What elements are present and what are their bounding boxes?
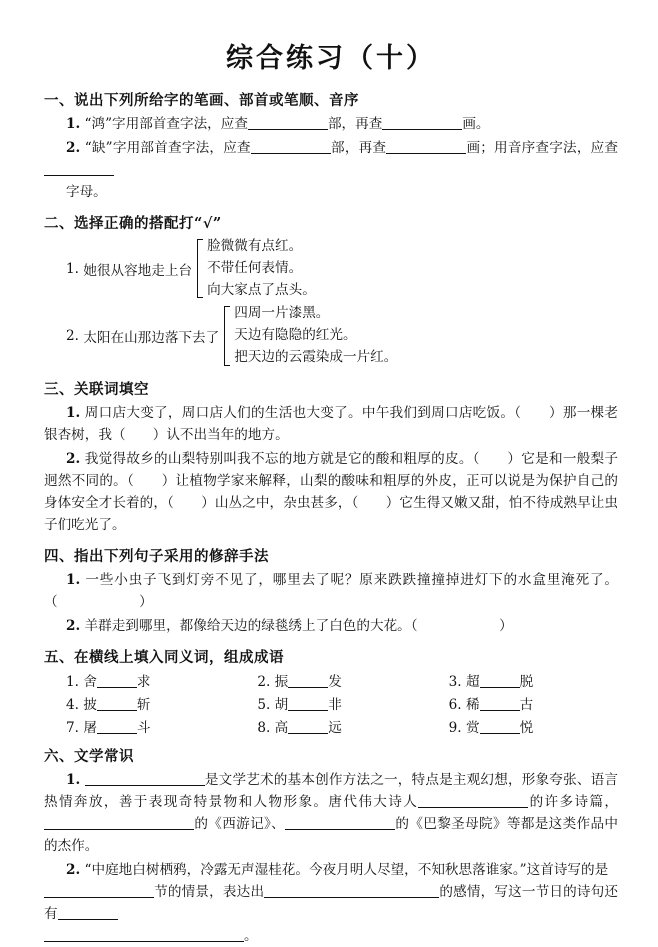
answer-blank[interactable] xyxy=(418,794,528,808)
idiom-char-b: 求 xyxy=(136,673,151,690)
idiom-item xyxy=(235,693,426,713)
question-number: 7. xyxy=(66,719,79,736)
question-number: 2. xyxy=(66,450,81,467)
question-number: 4. xyxy=(66,696,79,713)
question-4-1 xyxy=(44,569,618,613)
idiom-char-b: 发 xyxy=(328,673,342,690)
question-text: 画；用音序查字法，应查 xyxy=(466,140,619,157)
question-number: 1. xyxy=(66,571,81,588)
question-text: 部，再查 xyxy=(327,116,383,132)
idiom-char-a: 披 xyxy=(83,696,97,713)
match-group-1 xyxy=(44,236,618,301)
answer-blank[interactable] xyxy=(382,116,462,130)
idiom-char-a: 屠 xyxy=(83,719,97,736)
idiom-char-b: 远 xyxy=(328,719,342,736)
answer-blank[interactable] xyxy=(58,906,118,920)
idiom-item xyxy=(427,716,618,736)
match-options-2 xyxy=(230,303,397,368)
question-number: 1. xyxy=(66,771,81,788)
idiom-item xyxy=(427,693,618,713)
section-heading-3: 三、关联词填空 xyxy=(44,380,149,398)
idiom-char-b: 悦 xyxy=(519,719,534,736)
idiom-char-a: 稀 xyxy=(465,696,480,713)
question-number: 8. xyxy=(257,719,271,736)
question-6-2 xyxy=(44,859,618,947)
question-text: 的《巴黎圣母院》等都是这类作品中的杰作。 xyxy=(44,815,619,854)
match-lead-text: 太阳在山那边落下去了 xyxy=(83,329,220,346)
answer-blank[interactable] xyxy=(288,697,328,711)
question-number: 2. xyxy=(66,140,81,157)
idiom-char-a: 舍 xyxy=(83,673,97,690)
answer-blank[interactable] xyxy=(97,674,137,688)
idiom-item xyxy=(427,670,618,690)
section-heading-1: 一、说出下列所给字的笔画、部首或笔顺、音序 xyxy=(44,92,359,109)
idiom-item xyxy=(235,670,426,690)
match-option[interactable]: 向大家点了点头。 xyxy=(207,281,316,298)
question-number: 1. xyxy=(66,404,81,421)
question-text: “缺”字用部首查字法，应查 xyxy=(84,140,251,157)
question-number: 6. xyxy=(448,696,462,713)
idiom-char-a: 胡 xyxy=(274,696,289,713)
question-text: 部，再查 xyxy=(330,140,387,157)
answer-blank[interactable] xyxy=(264,884,439,898)
question-number: 2. xyxy=(257,673,271,690)
idiom-grid xyxy=(44,670,618,736)
question-number: 5. xyxy=(257,696,271,713)
idiom-char-a: 超 xyxy=(465,673,480,690)
question-text: 周口店大变了，周口店人们的生活也大变了。中午我们到周口店吃饭。（ ）那一棵老银杏树，我（ ）认不出当年的地方。 xyxy=(44,404,619,443)
brace-bracket xyxy=(220,303,230,368)
idiom-char-b: 非 xyxy=(328,696,342,713)
match-lead-2 xyxy=(44,303,219,368)
answer-blank[interactable] xyxy=(285,816,395,830)
answer-blank[interactable] xyxy=(44,816,194,830)
answer-blank[interactable] xyxy=(480,674,520,688)
match-option[interactable]: 天边有隐隐的红光。 xyxy=(234,327,357,344)
answer-blank[interactable] xyxy=(44,884,154,898)
question-text: 。 xyxy=(244,927,258,944)
question-text: 是文学艺术的基本创作方法之一，特点是主观幻想，形象夸张、语言热情奔放，善于表现奇特景物和人物形象。唐代伟大诗人 xyxy=(44,771,619,810)
question-text: 画。 xyxy=(462,116,490,132)
section-heading-5: 五、在横线上填入同义词，组成成语 xyxy=(44,648,284,666)
question-number: 1. xyxy=(66,260,79,277)
idiom-item xyxy=(44,693,235,713)
question-text: 节的情景，表达出 xyxy=(154,883,265,900)
question-text: “中庭地白树栖鸦，冷露无声湿桂花。今夜月明人尽望，不知秋思落谁家。”这首诗写的是 xyxy=(84,861,609,878)
question-text: 的许多诗篇， xyxy=(528,793,619,810)
answer-blank[interactable] xyxy=(248,116,328,130)
answer-blank[interactable] xyxy=(288,674,328,688)
question-text: 我觉得故乡的山梨特别叫我不忘的地方就是它的酸和粗厚的皮。（ ）它是和一般梨子迥然不同的。（ ）让植物学家来解释，山梨的酸味和粗厚的外皮，正可以说是为保护自己的身体安全才长着的，（ ）山丛之中，杂虫甚多，（ ）它生得又嫩又甜，怕不待成熟早让虫子们吃光了。 xyxy=(44,450,619,533)
section-heading-6: 六、文学常识 xyxy=(44,747,134,765)
match-lead-text: 她很从容地走上台 xyxy=(83,262,193,279)
idiom-char-b: 脱 xyxy=(519,673,534,690)
question-text: “鸿”字用部首查字法，应查 xyxy=(84,116,248,132)
answer-blank[interactable] xyxy=(288,720,328,734)
question-4-2 xyxy=(44,615,618,637)
match-options-1 xyxy=(203,236,316,301)
answer-blank[interactable] xyxy=(251,140,331,154)
answer-blank[interactable] xyxy=(97,697,137,711)
idiom-char-b: 斗 xyxy=(136,719,151,736)
idiom-item xyxy=(44,716,235,736)
answer-blank[interactable] xyxy=(480,720,520,734)
match-option[interactable]: 把天边的云霞染成一片红。 xyxy=(234,348,398,365)
match-lead-1 xyxy=(44,236,192,301)
answer-blank[interactable] xyxy=(386,140,466,154)
question-1-2 xyxy=(44,137,618,203)
match-group-2 xyxy=(44,303,618,368)
idiom-char-a: 高 xyxy=(274,719,289,736)
idiom-char-b: 古 xyxy=(519,696,534,713)
question-number: 2. xyxy=(66,327,79,344)
question-1-1 xyxy=(44,113,618,135)
question-number: 2. xyxy=(66,861,81,878)
answer-blank[interactable] xyxy=(97,720,137,734)
answer-blank[interactable] xyxy=(44,928,244,942)
match-option[interactable]: 脸微微有点红。 xyxy=(207,238,303,255)
question-3-1 xyxy=(44,402,618,446)
question-number: 2. xyxy=(66,617,81,634)
idiom-char-a: 赏 xyxy=(465,719,480,736)
idiom-item xyxy=(235,716,426,736)
answer-blank[interactable] xyxy=(44,162,114,176)
page-title: 综合练习（十） xyxy=(226,43,436,74)
section-heading-4: 四、指出下列句子采用的修辞手法 xyxy=(44,547,269,565)
answer-blank[interactable] xyxy=(480,697,520,711)
question-text: 羊群走到哪里，都像给天边的绿毯绣上了白色的大花。（ ） xyxy=(84,617,513,634)
question-number: 1. xyxy=(66,116,81,132)
brace-bracket xyxy=(193,236,203,301)
section-heading-2: 二、选择正确的搭配打“√” xyxy=(44,215,222,233)
question-text: 的《西游记》、 xyxy=(194,815,286,832)
answer-blank[interactable] xyxy=(85,772,205,786)
idiom-char-b: 斩 xyxy=(136,696,151,713)
question-number: 1. xyxy=(66,673,79,690)
question-text: 的感情，写这一节日的诗句还有 xyxy=(44,883,619,922)
idiom-char-a: 振 xyxy=(274,673,289,690)
question-text: 字母。 xyxy=(66,184,107,201)
question-3-2 xyxy=(44,448,618,536)
idiom-item xyxy=(44,670,235,690)
match-option[interactable]: 四周一片漆黑。 xyxy=(234,305,330,322)
question-number: 9. xyxy=(448,719,462,736)
question-number: 3. xyxy=(448,673,462,690)
question-6-1 xyxy=(44,769,618,857)
question-text: 一些小虫子飞到灯旁不见了，哪里去了呢？原来跌跌撞撞掉进灯下的水盒里淹死了。（ ） xyxy=(44,571,619,610)
match-option[interactable]: 不带任何表情。 xyxy=(207,259,303,276)
